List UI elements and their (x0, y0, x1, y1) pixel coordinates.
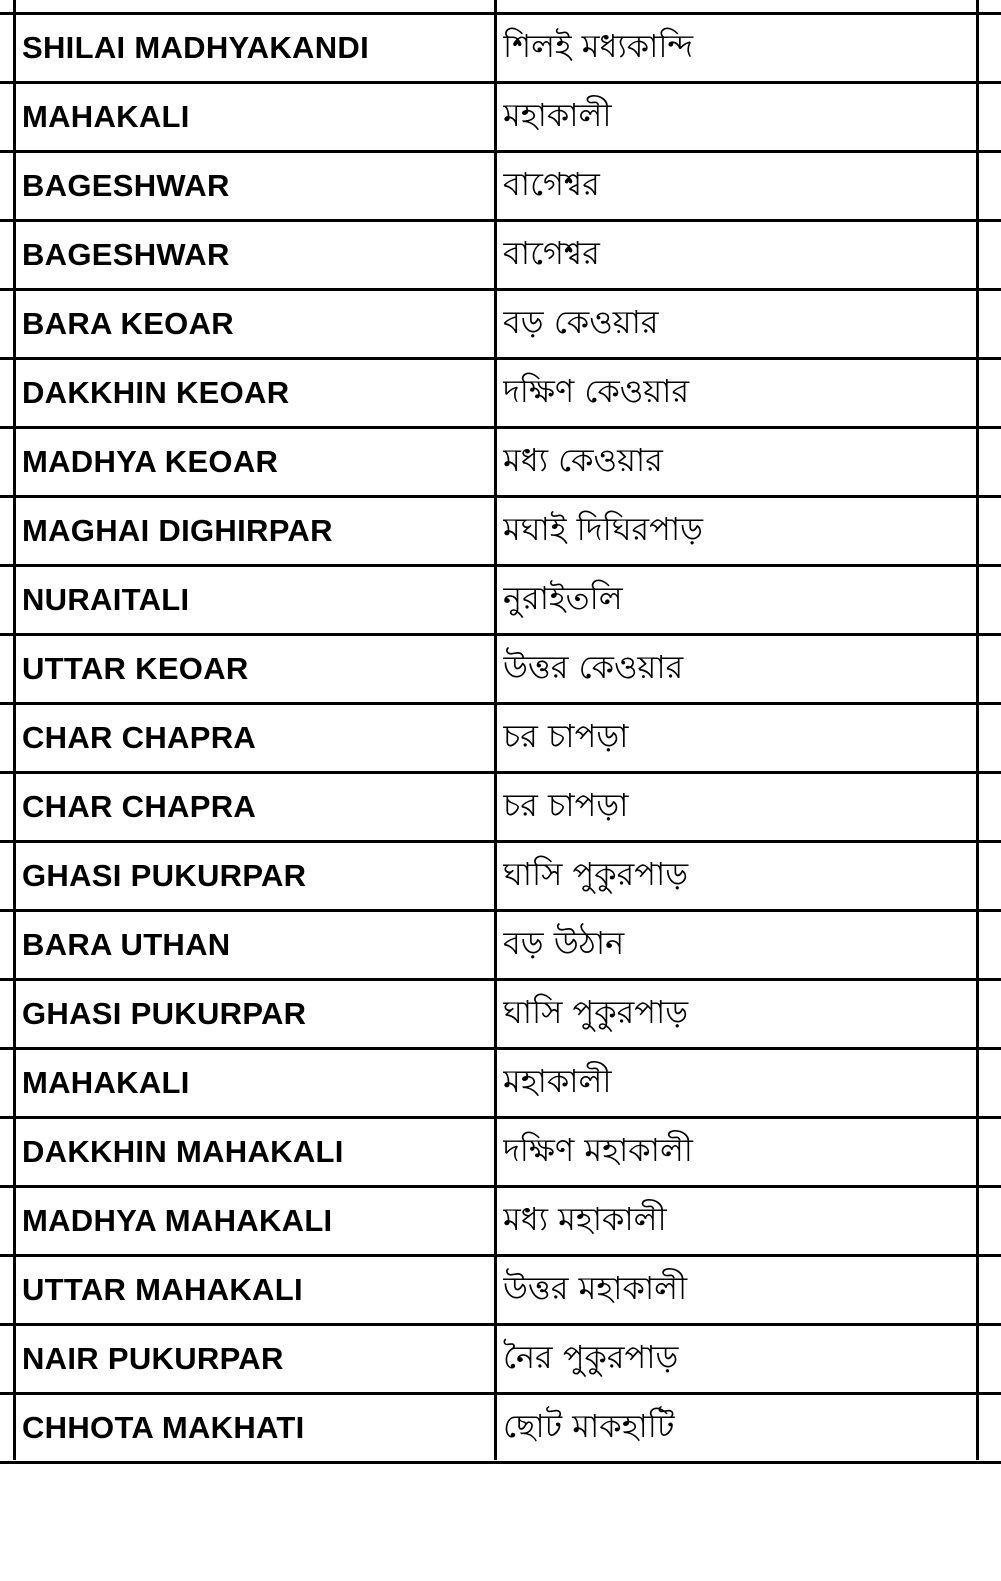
table-row (0, 1119, 1001, 1188)
english-name-cell: MAHAKALI (22, 99, 190, 134)
bengali-name-cell: বাগেশ্বর (503, 234, 600, 272)
english-name-cell: CHAR CHAPRA (22, 720, 257, 755)
english-name-cell: GHASI PUKURPAR (22, 996, 307, 1031)
table-row (0, 774, 1001, 843)
english-name-cell: MAGHAI DIGHIRPAR (22, 513, 333, 548)
table-row (0, 1395, 1001, 1464)
english-name-cell: UTTAR KEOAR (22, 651, 249, 686)
table-row (0, 843, 1001, 912)
table-row (0, 705, 1001, 774)
bengali-name-cell: দক্ষিণ মহাকালী (503, 1131, 693, 1169)
english-name-cell: MAHAKALI (22, 1065, 190, 1100)
table-row (0, 1326, 1001, 1395)
bengali-name-cell: চর চাপড়া (503, 786, 629, 824)
bengali-name-cell: নুরাইতলি (503, 579, 623, 617)
table-continuation-strip (0, 0, 1001, 15)
bengali-name-cell: নৈর পুকুরপাড় (503, 1338, 679, 1376)
bengali-name-cell: ঘাসি পুকুরপাড় (503, 993, 689, 1031)
bengali-name-cell: বড় উঠান (503, 924, 625, 962)
english-name-cell: MADHYA MAHAKALI (22, 1203, 333, 1238)
table-row (0, 567, 1001, 636)
bengali-name-cell: মঘাই দিঘিরপাড় (503, 510, 703, 548)
bengali-name-cell: মহাকালী (503, 96, 612, 134)
table-row (0, 1257, 1001, 1326)
bengali-name-cell: মহাকালী (503, 1062, 612, 1100)
bengali-name-cell: মধ্য মহাকালী (503, 1200, 667, 1238)
table-row (0, 912, 1001, 981)
table-row (0, 360, 1001, 429)
table-row (0, 1050, 1001, 1119)
bengali-name-cell: শিলই মধ্যকান্দি (503, 27, 694, 65)
table-row (0, 15, 1001, 84)
bengali-name-cell: উত্তর কেওয়ার (503, 648, 684, 686)
english-name-cell: DAKKHIN MAHAKALI (22, 1134, 344, 1169)
english-name-cell: BARA KEOAR (22, 306, 234, 341)
english-name-cell: BAGESHWAR (22, 237, 230, 272)
table-row (0, 498, 1001, 567)
bengali-name-cell: উত্তর মহাকালী (503, 1269, 688, 1307)
bengali-name-cell: বড় কেওয়ার (503, 303, 659, 341)
english-name-cell: GHASI PUKURPAR (22, 858, 307, 893)
english-name-cell: DAKKHIN KEOAR (22, 375, 290, 410)
bengali-name-cell: ছোট মাকহাটি (503, 1407, 675, 1445)
table-row (0, 84, 1001, 153)
table-row (0, 429, 1001, 498)
table-row (0, 1188, 1001, 1257)
bengali-name-cell: ঘাসি পুকুরপাড় (503, 855, 689, 893)
bengali-name-cell: মধ্য কেওয়ার (503, 441, 663, 479)
english-name-cell: SHILAI MADHYAKANDI (22, 30, 369, 65)
bengali-name-cell: চর চাপড়া (503, 717, 629, 755)
english-name-cell: NURAITALI (22, 582, 190, 617)
english-name-cell: CHHOTA MAKHATI (22, 1410, 305, 1445)
table-row (0, 222, 1001, 291)
english-name-cell: UTTAR MAHAKALI (22, 1272, 303, 1307)
english-name-cell: MADHYA KEOAR (22, 444, 279, 479)
table-row (0, 153, 1001, 222)
english-name-cell: BARA UTHAN (22, 927, 231, 962)
table-row (0, 291, 1001, 360)
english-name-cell: CHAR CHAPRA (22, 789, 257, 824)
bengali-name-cell: দক্ষিণ কেওয়ার (503, 372, 690, 410)
english-name-cell: NAIR PUKURPAR (22, 1341, 284, 1376)
table-row (0, 636, 1001, 705)
bengali-name-cell: বাগেশ্বর (503, 165, 600, 203)
table-row (0, 981, 1001, 1050)
english-name-cell: BAGESHWAR (22, 168, 230, 203)
